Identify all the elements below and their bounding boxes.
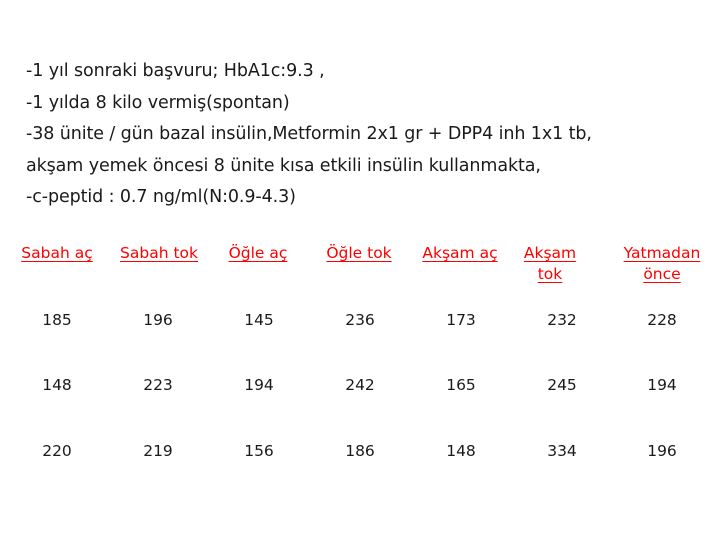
table-cell: 165: [446, 376, 476, 394]
table-cell: 156: [244, 442, 274, 460]
note-line-followup: -1 yıl sonraki başvuru; HbA1c:9.3 ,: [26, 61, 325, 81]
header-ogle-ac: Öğle aç: [228, 244, 288, 262]
header-aksam-ac: Akşam aç: [422, 244, 498, 262]
table-cell: 186: [345, 442, 375, 460]
table-cell: 196: [647, 442, 677, 460]
table-cell: 220: [42, 442, 72, 460]
note-line-short-acting-insulin: akşam yemek öncesi 8 ünite kısa etkili insülin kullanmakta,: [26, 155, 541, 176]
header-ogle-tok: Öğle tok: [326, 244, 392, 262]
table-cell: 242: [345, 376, 375, 394]
header-sabah-ac: Sabah aç: [21, 244, 93, 262]
note-line-weight-loss: -1 yılda 8 kilo vermiş(spontan): [26, 92, 290, 113]
table-cell: 223: [143, 376, 173, 394]
table-cell: 232: [547, 311, 577, 329]
header-aksam-tok: Akşam tok: [523, 244, 577, 283]
table-cell: 236: [345, 311, 375, 329]
table-cell: 245: [547, 376, 577, 394]
table-cell: 194: [244, 376, 274, 394]
clinical-notes: [26, 56, 706, 214]
glucose-table: [0, 243, 720, 493]
table-cell: 185: [42, 311, 72, 329]
table-row: [0, 373, 720, 397]
table-cell: 173: [446, 311, 476, 329]
table-cell: 334: [547, 442, 577, 460]
header-yatmadan-once: Yatmadan önce: [623, 244, 701, 283]
table-cell: 148: [446, 442, 476, 460]
table-cell: 219: [143, 442, 173, 460]
table-cell: 196: [143, 311, 173, 329]
table-cell: 228: [647, 311, 677, 329]
table-cell: 148: [42, 376, 72, 394]
table-cell: 145: [244, 311, 274, 329]
header-sabah-tok: Sabah tok: [120, 244, 198, 262]
note-line-treatment: -38 ünite / gün bazal insülin,Metformin 2x1 gr + DPP4 inh 1x1 tb,: [26, 124, 592, 144]
table-row: [0, 308, 720, 332]
note-line-c-peptide: -c-peptid : 0.7 ng/ml(N:0.9-4.3): [26, 187, 296, 207]
table-cell: 194: [647, 376, 677, 394]
table-row: [0, 439, 720, 463]
